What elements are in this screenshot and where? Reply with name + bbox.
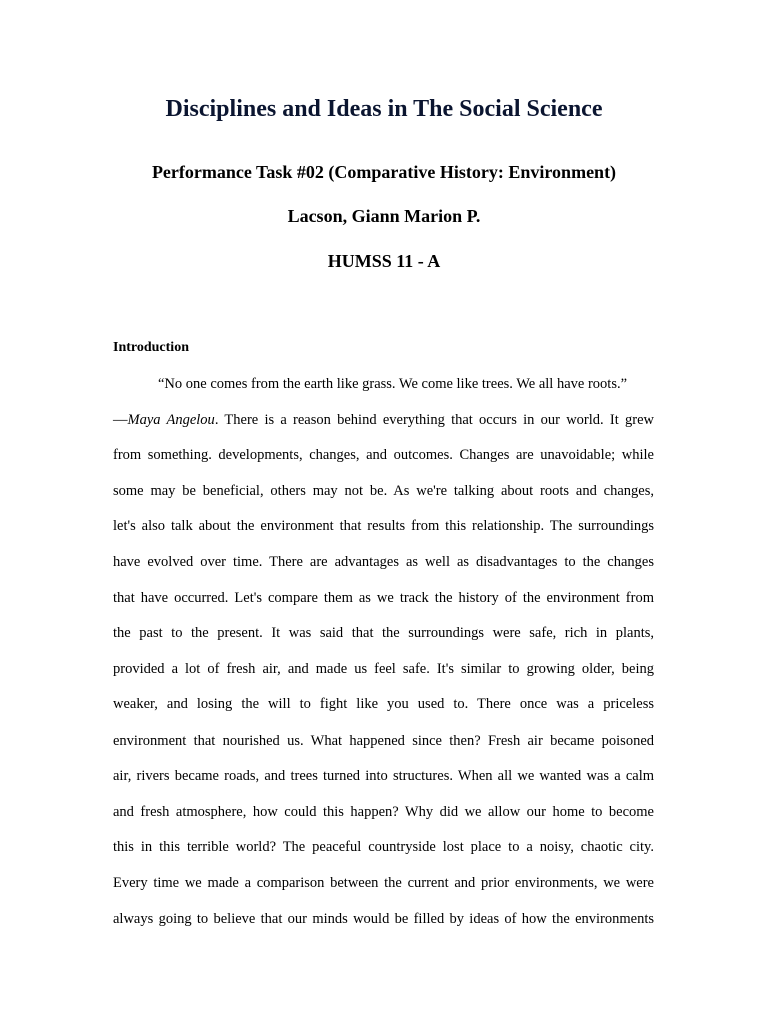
em-dash: — <box>113 412 128 428</box>
paragraph-line <box>113 410 654 430</box>
author-name: Lacson, Giann Marion P. <box>287 206 481 226</box>
paragraph-line: some may be beneficial, others may not be. As we're talking about roots and changes, <box>113 483 654 499</box>
paragraph-line: that have occurred. Let's compare them as we track the history of the environment from <box>113 590 654 606</box>
task-subtitle: Performance Task #02 (Comparative History: Environment) <box>151 162 617 182</box>
paragraph-line: the past to the present. It was said that the surroundings were safe, rich in plants, <box>113 625 654 641</box>
document-title: Disciplines and Ideas in The Social Science <box>165 96 603 122</box>
paragraph-line: let's also talk about the environment that results from this relationship. The surroundings <box>113 518 654 534</box>
paragraph-line: from something. developments, changes, and outcomes. Changes are unavoidable; while <box>113 447 654 463</box>
paragraph-line: “No one comes from the earth like grass. We come like trees. We all have roots.” <box>158 376 628 392</box>
class-section: HUMSS 11 - A <box>327 251 441 271</box>
paragraph-line: always going to believe that our minds would be filled by ideas of how the environments <box>113 911 654 927</box>
paragraph-line: Every time we made a comparison between the current and prior environments, we were <box>113 875 654 891</box>
paragraph-line: and fresh atmosphere, how could this happen? Why did we allow our home to become <box>113 804 654 820</box>
section-heading: Introduction <box>113 340 189 355</box>
paragraph-line: provided a lot of fresh air, and made us feel safe. It's similar to growing older, being <box>113 661 654 677</box>
paragraph-line: weaker, and losing the will to fight like you used to. There once was a priceless <box>113 696 654 712</box>
quote-author: Maya Angelou <box>127 412 215 428</box>
paragraph-line-text: . There is a reason behind everything that occurs in our world. It grew <box>214 412 654 428</box>
paragraph-line: environment that nourished us. What happened since then? Fresh air became poisoned <box>113 733 654 749</box>
paragraph-line: air, rivers became roads, and trees turned into structures. When all we wanted was a calm <box>113 768 654 784</box>
paragraph-line: this in this terrible world? The peaceful countryside lost place to a noisy, chaotic city. <box>113 839 654 855</box>
paragraph-line: have evolved over time. There are advantages as well as disadvantages to the changes <box>113 554 654 570</box>
